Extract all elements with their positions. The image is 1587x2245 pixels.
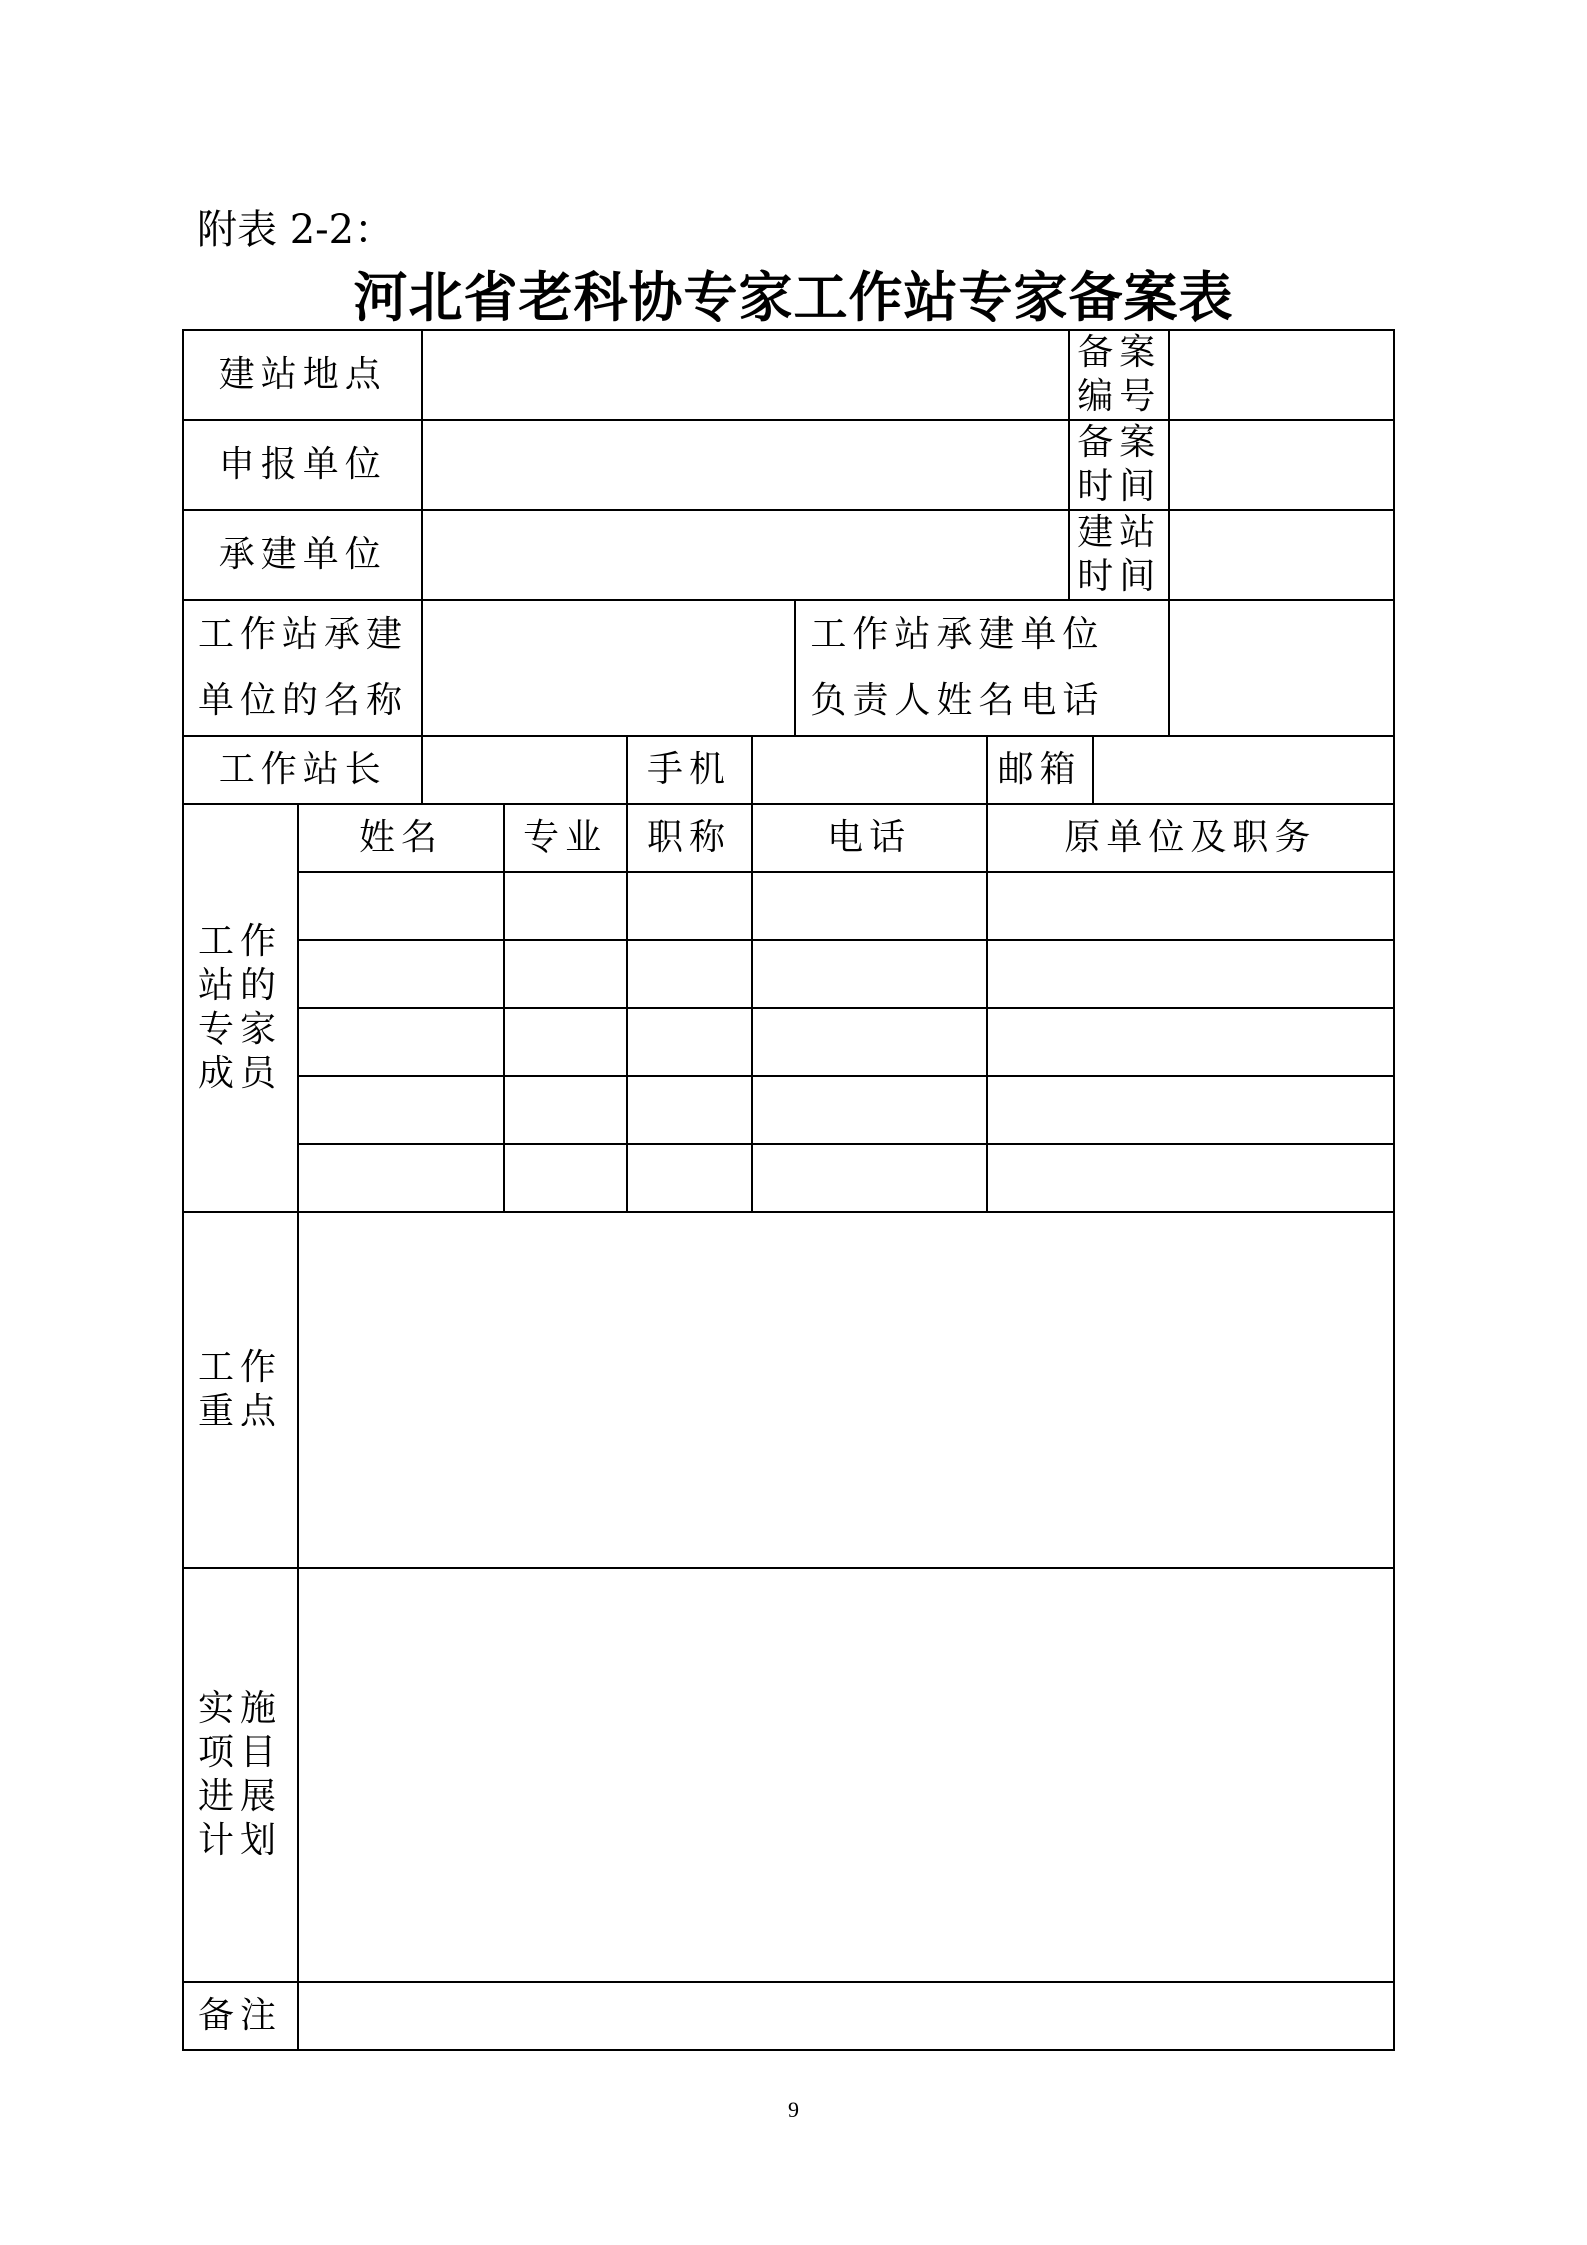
form-title: 河北省老科协专家工作站专家备案表 (353, 265, 1234, 329)
leader-label (795, 600, 1169, 736)
build-time-label: 建站时间 (1069, 510, 1169, 600)
leader-field[interactable] (1169, 600, 1394, 736)
col-header-title: 职称 (627, 804, 752, 872)
member-phone-cell[interactable] (752, 940, 987, 1008)
members-label-line1: 工作 (198, 921, 283, 962)
host-name-field[interactable] (422, 600, 795, 736)
col-header-name: 姓名 (298, 804, 503, 872)
table-row (183, 1144, 1394, 1212)
row-site-location (183, 330, 1394, 420)
record-time-label: 备案时间 (1069, 420, 1169, 510)
col-header-phone: 电话 (752, 804, 987, 872)
form-table (182, 329, 1395, 2051)
table-row (183, 1008, 1394, 1076)
site-location-label: 建站地点 (183, 330, 422, 420)
build-time-field[interactable] (1169, 510, 1394, 600)
member-major-cell[interactable] (504, 1008, 627, 1076)
record-number-field[interactable] (1169, 330, 1394, 420)
member-title-cell[interactable] (627, 940, 752, 1008)
remarks-field[interactable] (298, 1982, 1394, 2050)
project-plan-label-line3: 进展 (198, 1776, 283, 1817)
row-host-detail (183, 600, 1394, 736)
work-focus-label-line1: 工作 (198, 1347, 283, 1388)
member-title-cell[interactable] (627, 1008, 752, 1076)
row-project-plan (183, 1568, 1394, 1982)
row-work-focus (183, 1212, 1394, 1568)
appendix-label: 附表 2-2： (197, 207, 395, 253)
member-unit-cell[interactable] (987, 1144, 1394, 1212)
row-applicant (183, 420, 1394, 510)
member-unit-cell[interactable] (987, 1008, 1394, 1076)
mobile-label: 手机 (627, 736, 752, 804)
member-phone-cell[interactable] (752, 1008, 987, 1076)
site-location-field[interactable] (422, 330, 1069, 420)
email-field[interactable] (1093, 736, 1394, 804)
record-number-label: 备案编号 (1069, 330, 1169, 420)
mobile-field[interactable] (752, 736, 987, 804)
record-time-field[interactable] (1169, 420, 1394, 510)
member-name-cell[interactable] (298, 1008, 503, 1076)
member-name-cell[interactable] (298, 1076, 503, 1144)
row-station-head (183, 736, 1394, 804)
host-name-label-line2: 单位的名称 (198, 680, 409, 721)
applicant-label: 申报单位 (183, 420, 422, 510)
member-name-cell[interactable] (298, 940, 503, 1008)
member-major-cell[interactable] (504, 1076, 627, 1144)
project-plan-label-line2: 项目 (198, 1732, 283, 1773)
host-unit-field[interactable] (422, 510, 1069, 600)
host-unit-label: 承建单位 (183, 510, 422, 600)
member-unit-cell[interactable] (987, 1076, 1394, 1144)
members-label-line3: 专家 (198, 1009, 283, 1050)
members-label-line2: 站的 (198, 965, 283, 1006)
col-header-major: 专业 (504, 804, 627, 872)
table-row (183, 872, 1394, 940)
project-plan-label-line1: 实施 (198, 1688, 283, 1729)
table-row (183, 1076, 1394, 1144)
member-major-cell[interactable] (504, 872, 627, 940)
member-major-cell[interactable] (504, 940, 627, 1008)
members-header-row (183, 804, 1394, 872)
applicant-field[interactable] (422, 420, 1069, 510)
project-plan-label-line4: 计划 (198, 1820, 283, 1861)
members-label-line4: 成员 (198, 1053, 283, 1094)
member-name-cell[interactable] (298, 872, 503, 940)
host-name-label (183, 600, 422, 736)
members-label (183, 804, 298, 1212)
email-label: 邮箱 (987, 736, 1093, 804)
project-plan-label (183, 1568, 298, 1982)
row-host-unit (183, 510, 1394, 600)
project-plan-field[interactable] (298, 1568, 1394, 1982)
member-phone-cell[interactable] (752, 1144, 987, 1212)
page-number: 9 (788, 2097, 799, 2122)
leader-label-line1: 工作站承建单位 (810, 614, 1105, 655)
member-title-cell[interactable] (627, 872, 752, 940)
station-head-label: 工作站长 (183, 736, 422, 804)
work-focus-field[interactable] (298, 1212, 1394, 1568)
member-title-cell[interactable] (627, 1076, 752, 1144)
member-phone-cell[interactable] (752, 872, 987, 940)
row-remarks (183, 1982, 1394, 2050)
col-header-original-unit: 原单位及职务 (987, 804, 1394, 872)
work-focus-label-line2: 重点 (198, 1391, 283, 1432)
station-head-field[interactable] (422, 736, 626, 804)
work-focus-label (183, 1212, 298, 1568)
leader-label-line2: 负责人姓名电话 (810, 680, 1105, 721)
member-name-cell[interactable] (298, 1144, 503, 1212)
member-title-cell[interactable] (627, 1144, 752, 1212)
member-unit-cell[interactable] (987, 940, 1394, 1008)
member-major-cell[interactable] (504, 1144, 627, 1212)
table-row (183, 940, 1394, 1008)
registration-form (182, 329, 1395, 2051)
host-name-label-line1: 工作站承建 (198, 614, 409, 655)
member-unit-cell[interactable] (987, 872, 1394, 940)
member-phone-cell[interactable] (752, 1076, 987, 1144)
remarks-label: 备注 (183, 1982, 298, 2050)
